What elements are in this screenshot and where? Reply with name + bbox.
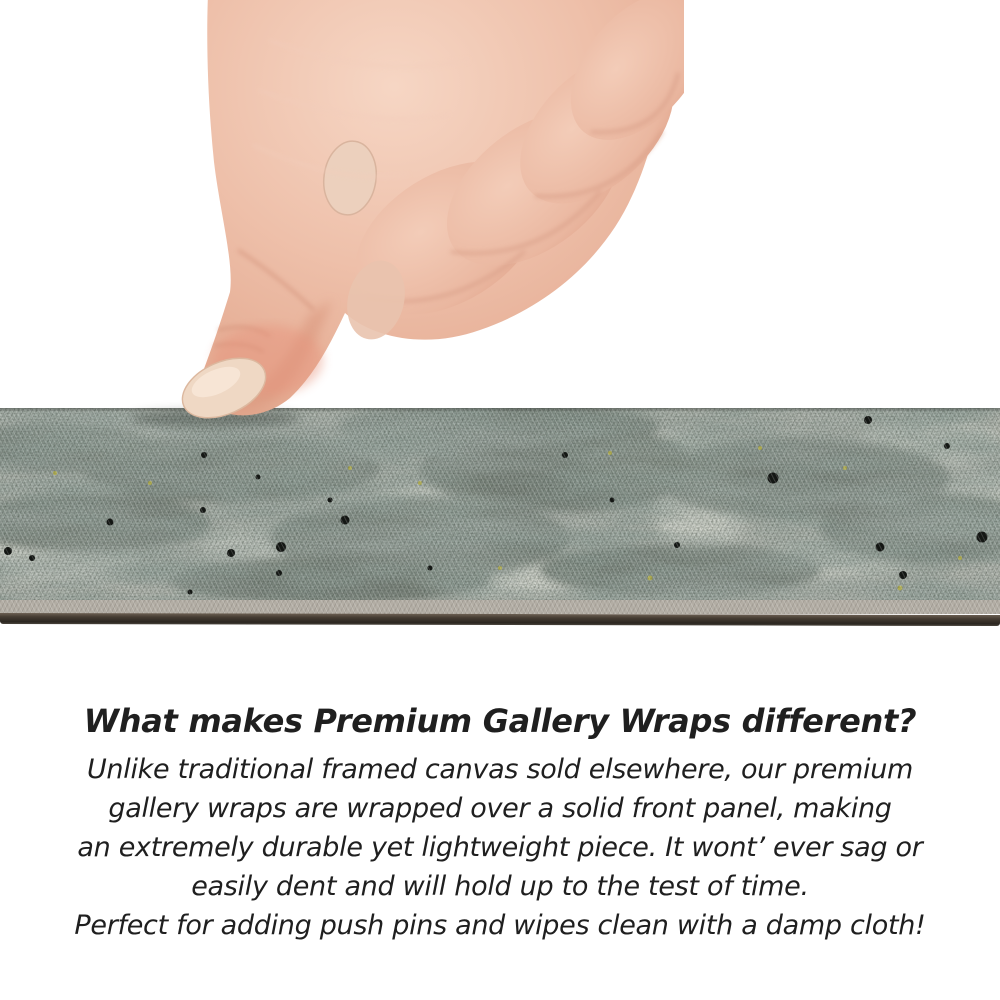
marketing-copy [0, 700, 1000, 945]
panel-edge [0, 613, 1000, 626]
info-line-5: Perfect for adding push pins and wipes clean with a damp cloth! [74, 910, 926, 941]
info-line-2: gallery wraps are wrapped over a solid front panel, making [108, 793, 892, 824]
info-heading: What makes Premium Gallery Wraps different? [83, 702, 917, 740]
canvas-texture [0, 408, 1000, 600]
info-line-1: Unlike traditional framed canvas sold elsewhere, our premium [86, 754, 914, 785]
canvas-edge-strip [0, 408, 1000, 630]
info-line-4: easily dent and will hold up to the test of time. [191, 871, 809, 902]
info-line-3: an extremely durable yet lightweight piece. It wont’ ever sag or [77, 832, 923, 863]
hand-photo [118, 0, 684, 420]
hand-illustration [118, 0, 684, 420]
canvas-side-band [0, 600, 1000, 614]
